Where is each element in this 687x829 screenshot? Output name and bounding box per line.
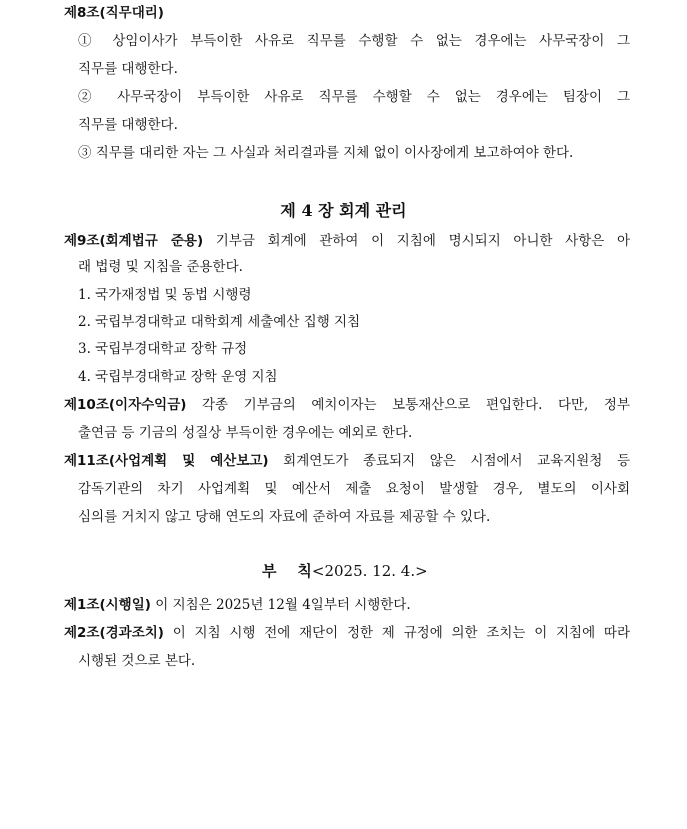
article-9-line-2: 래 법령 및 지침을 준용한다. bbox=[78, 259, 243, 275]
article-8-paragraph-1-line-1: ① 상임이사가 부득이한 사유로 직무를 수행할 수 없는 경우에는 사무국장이 그 bbox=[78, 33, 630, 49]
article-11-text-1: 회계연도가 종료되지 않은 시점에서 교육지원청 등 bbox=[268, 453, 631, 469]
article-11-line-1 bbox=[64, 452, 630, 470]
article-10-title: 제10조(이자수익금) bbox=[64, 397, 187, 413]
article-9-item-3: 3. 국립부경대학교 장학 규정 bbox=[78, 341, 248, 357]
article-8-paragraph-1-line-2: 직무를 대행한다. bbox=[78, 61, 178, 77]
addenda-article-1-title: 제1조(시행일) bbox=[64, 597, 151, 613]
addenda-article-2-line-1 bbox=[64, 624, 630, 642]
article-9-item-4: 4. 국립부경대학교 장학 운영 지침 bbox=[78, 369, 278, 385]
addenda-date: <2025. 12. 4.> bbox=[311, 562, 428, 580]
addenda-article-1 bbox=[64, 596, 411, 614]
addenda-article-2-line-2: 시행된 것으로 본다. bbox=[78, 653, 196, 669]
article-11-line-3: 심의를 거치지 않고 당해 연도의 자료에 준하여 자료를 제공할 수 있다. bbox=[78, 509, 491, 525]
article-9-text-1: 기부금 회계에 관하여 이 지침에 명시되지 아니한 사항은 아 bbox=[203, 233, 630, 249]
article-8-title: 제8조(직무대리) bbox=[64, 5, 164, 21]
article-9-line-1 bbox=[64, 232, 630, 250]
article-9-title: 제9조(회계법규 준용) bbox=[64, 233, 204, 249]
article-8-paragraph-3: ③ 직무를 대리한 자는 그 사실과 처리결과를 지체 없이 이사장에게 보고하여야 한다. bbox=[78, 145, 574, 161]
chapter-4-heading: 제 4 장 회계 관리 bbox=[280, 201, 407, 220]
article-9-item-1: 1. 국가재정법 및 동법 시행령 bbox=[78, 287, 252, 303]
addenda-article-2-text-1: 이 지침 시행 전에 재단이 정한 제 규정에 의한 조치는 이 지침에 따라 bbox=[163, 625, 630, 641]
article-11-line-2: 감독기관의 차기 사업계획 및 예산서 제출 요청이 발생할 경우, 별도의 이사회 bbox=[78, 481, 630, 497]
article-10-line-2: 출연금 등 기금의 성질상 부득이한 경우에는 예외로 한다. bbox=[78, 425, 413, 441]
addenda-article-1-text: 이 지침은 2025년 12월 4일부터 시행한다. bbox=[150, 597, 411, 613]
article-9-item-2: 2. 국립부경대학교 대학회계 세출예산 집행 지침 bbox=[78, 314, 361, 330]
addenda-title: 부 칙 bbox=[262, 562, 312, 580]
article-8-paragraph-2-line-1: ② 사무국장이 부득이한 사유로 직무를 수행할 수 없는 경우에는 팀장이 그 bbox=[78, 89, 630, 105]
article-10-text-1: 각종 기부금의 예치이자는 보통재산으로 편입한다. 다만, 정부 bbox=[186, 397, 630, 413]
addenda-article-2-title: 제2조(경과조치) bbox=[64, 625, 164, 641]
article-10-line-1 bbox=[64, 396, 630, 414]
article-11-title: 제11조(사업계획 및 예산보고) bbox=[64, 453, 269, 469]
addenda-heading bbox=[262, 562, 428, 580]
article-8-paragraph-2-line-2: 직무를 대행한다. bbox=[78, 117, 178, 133]
